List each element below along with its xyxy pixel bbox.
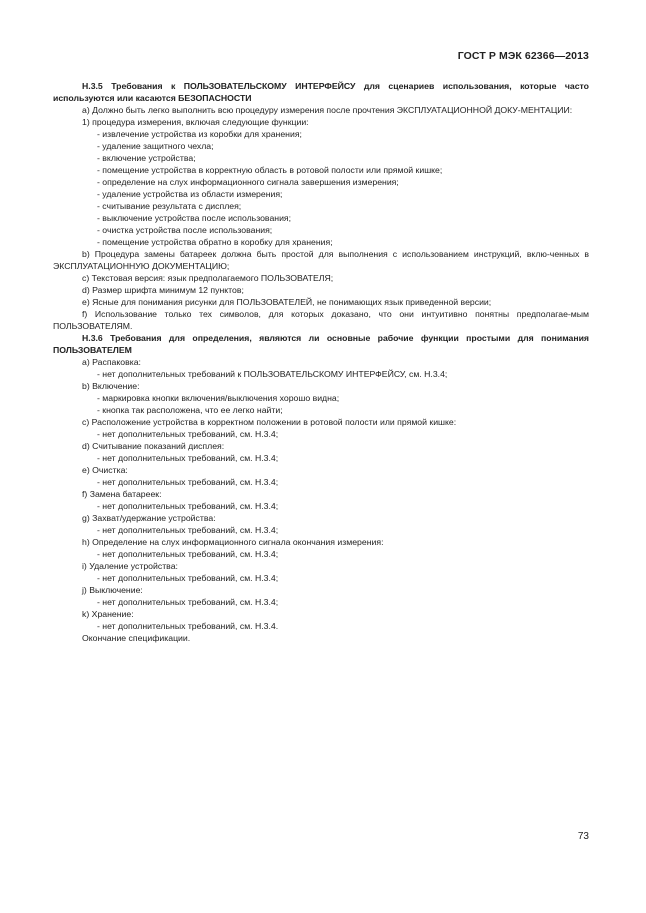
h35-item-a: а) Должно быть легко выполнить всю процедуру измерения после прочтения ЭКСПЛУАТАЦИОННОЙ ДОКУ-МЕНТАЦИИ: [82,105,573,115]
page-number: 73 [577,831,589,842]
function-item: - удаление защитного чехла; [97,141,214,151]
h36-item-sub: - нет дополнительных требований, см. H.3.4; [97,477,279,487]
h35-item-c: c) Текстовая версия: язык предполагаемого ПОЛЬЗОВАТЕЛЯ; [82,273,334,283]
h35-item-b: b) Процедура замены батареек должна быть простой для выполнения с использованием инструкций, вклю-ченных в ЭКСПЛУАТАЦИОННУЮ ДОКУМЕНТАЦИЮ; [53,249,589,271]
function-item: - помещение устройства в корректную область в ротовой полости или прямой кишке; [97,165,443,175]
h36-item-label: d) Считывание показаний дисплея: [82,441,225,451]
h35-item-e: e) Ясные для понимания рисунки для ПОЛЬЗОВАТЕЛЕЙ, не понимающих язык приведенной версии; [82,297,492,307]
h36-item-label: f) Замена батареек: [82,489,162,499]
h36-item-sub: - нет дополнительных требований, см. H.3.4; [97,573,279,583]
h36-item-sub: - нет дополнительных требований, см. H.3.4; [97,501,279,511]
function-item: - включение устройства; [97,153,196,163]
h36-item-label: k) Хранение: [82,609,134,619]
function-item: - извлечение устройства из коробки для хранения; [97,129,302,139]
h36-item-label: g) Захват/удержание устройства: [82,513,216,523]
h35-item-d: d) Размер шрифта минимум 12 пунктов; [82,285,244,295]
h36-item-label: j) Выключение: [82,585,143,595]
h36-item-sub: - нет дополнительных требований, см. H.3.4; [97,429,279,439]
page-content [53,80,589,644]
section-h36-title: H.3.6 Требования для определения, являются ли основные рабочие функции простыми для понимания ПОЛЬЗОВАТЕЛЕМ [53,333,589,355]
function-item: - определение на слух информационного сигнала завершения измерения; [97,177,399,187]
h36-item-sub: - нет дополнительных требований, см. H.3.4; [97,453,279,463]
h36-item-sub: - нет дополнительных требований, см. H.3.4; [97,549,279,559]
function-item: - выключение устройства после использования; [97,213,292,223]
h36-item-label: b) Включение: [82,381,140,391]
end-of-specification: Окончание спецификации. [82,633,191,643]
function-item: - считывание результата с дисплея; [97,201,242,211]
h36-item-sub: - нет дополнительных требований к ПОЛЬЗОВАТЕЛЬСКОМУ ИНТЕРФЕЙСУ, см. H.3.4; [97,369,448,379]
h36-item-label: e) Очистка: [82,465,128,475]
function-item: - удаление устройства из области измерения; [97,189,283,199]
h36-item-sub: - нет дополнительных требований, см. H.3.4. [97,621,279,631]
h36-item-label: h) Определение на слух информационного сигнала окончания измерения: [82,537,384,547]
section-h35-title: H.3.5 Требования к ПОЛЬЗОВАТЕЛЬСКОМУ ИНТЕРФЕЙСУ для сценариев использования, которые часто используются или касаются БЕЗОПАСНОСТИ [53,81,589,103]
standard-header: ГОСТ Р МЭК 62366—2013 [457,50,589,62]
h36-item-label: c) Расположение устройства в корректном положении в ротовой полости или прямой кишке: [82,417,457,427]
h36-item-sub: - маркировка кнопки включения/выключения хорошо видна; [97,393,340,403]
function-item: - очистка устройства после использования; [97,225,273,235]
h36-item-label: a) Распаковка: [82,357,141,367]
h36-item-sub: - нет дополнительных требований, см. H.3.4; [97,597,279,607]
h36-item-sub: - нет дополнительных требований, см. H.3.4; [97,525,279,535]
h35-item-a1: 1) процедура измерения, включая следующие функции: [82,117,309,127]
h35-item-f: f) Использование только тех символов, для которых доказано, что они интуитивно понятны предполагае-мым ПОЛЬЗОВАТЕЛЯМ. [53,309,589,331]
function-item: - помещение устройства обратно в коробку для хранения; [97,237,333,247]
h36-item-label: i) Удаление устройства: [82,561,178,571]
h36-item-sub: - кнопка так расположена, что ее легко найти; [97,405,283,415]
